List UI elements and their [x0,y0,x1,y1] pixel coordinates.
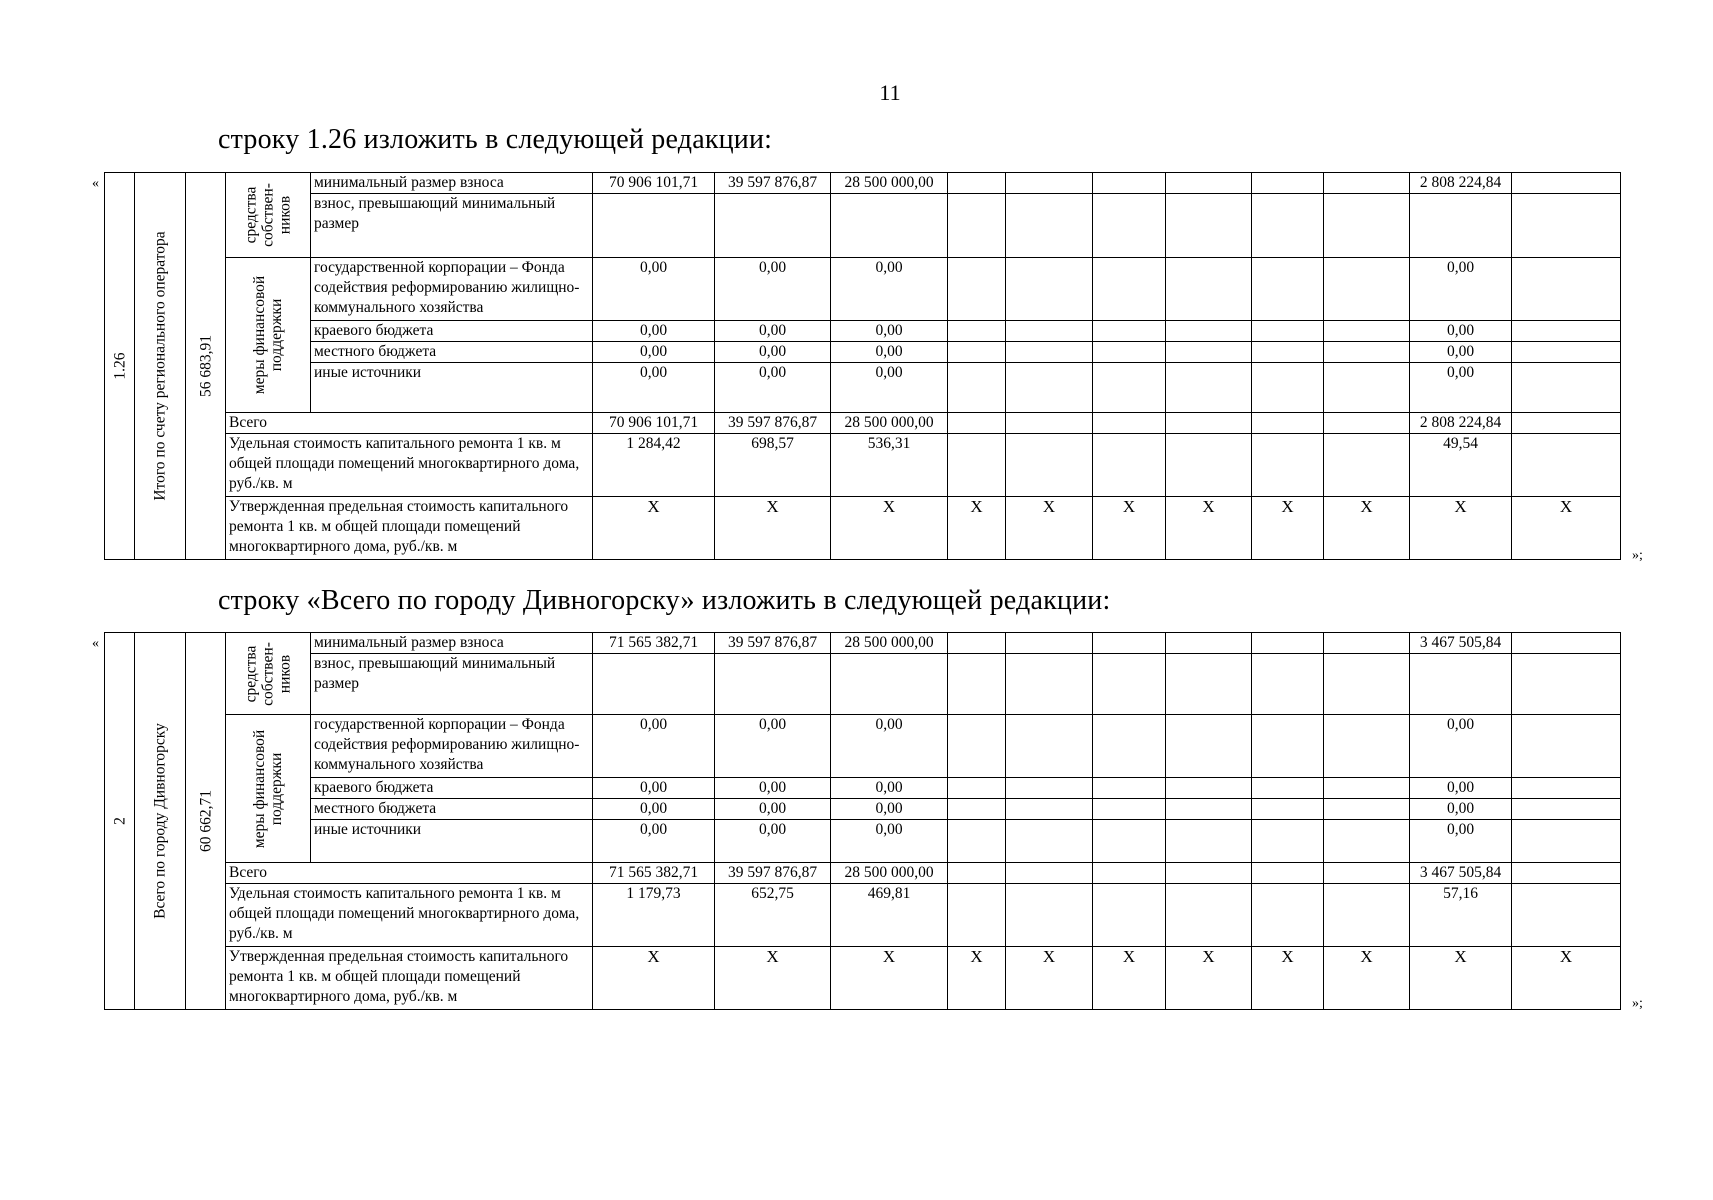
cell: 0,00 [831,778,948,799]
cell: 0,00 [593,715,715,778]
other-label: иные источники [311,363,593,413]
area-value: 60 662,71 [186,633,226,1010]
min-fee-label: минимальный размер взноса [311,633,593,654]
cell: 70 906 101,71 [593,413,715,434]
x-mark: X [593,497,715,560]
x-mark: X [715,947,831,1010]
cell: 652,75 [715,884,831,947]
cell: 0,00 [1410,715,1512,778]
cell: 0,00 [715,258,831,321]
x-mark: X [1166,947,1252,1010]
x-mark: X [1252,497,1324,560]
cell: 0,00 [715,778,831,799]
cell [1324,173,1410,194]
support-group: меры финансовой поддержки [226,715,311,863]
cell: 0,00 [831,321,948,342]
row-name: Итого по счету регионального оператора [135,173,186,560]
cell: 0,00 [715,363,831,413]
cell: 2 808 224,84 [1410,173,1512,194]
support-group: меры финансовой поддержки [226,258,311,413]
local-label: местного бюджета [311,799,593,820]
excess-fee-label: взнос, превышающий минимальный размер [311,194,593,258]
section-1-table [104,172,1621,560]
cell: 0,00 [1410,799,1512,820]
cell: 1 179,73 [593,884,715,947]
row-name: Всего по городу Дивногорску [135,633,186,1010]
x-mark: X [1512,947,1621,1010]
min-fee-label: минимальный размер взноса [311,173,593,194]
cell: 0,00 [593,321,715,342]
x-mark: X [1093,497,1166,560]
cell: 0,00 [1410,258,1512,321]
other-label: иные источники [311,820,593,863]
cell [1166,173,1252,194]
cell: 0,00 [1410,820,1512,863]
cell: 28 500 000,00 [831,863,948,884]
owner-funds-group: средства собствен-ников [226,173,311,258]
x-mark: X [1252,947,1324,1010]
cell: 39 597 876,87 [715,173,831,194]
cell: 0,00 [715,342,831,363]
cell: 71 565 382,71 [593,633,715,654]
cell: 0,00 [593,363,715,413]
cell: 0,00 [831,258,948,321]
page-number: 11 [879,80,901,105]
cell: 0,00 [1410,778,1512,799]
cell: 0,00 [831,342,948,363]
corp-label: государственной корпорации – Фонда содействия реформированию жилищно-коммунального хозяйства [311,258,593,321]
x-mark: X [1512,497,1621,560]
cell: 0,00 [831,799,948,820]
section-1-open-quote: « [92,176,99,191]
cell: 28 500 000,00 [831,633,948,654]
cell: 28 500 000,00 [831,173,948,194]
x-mark: X [1324,497,1410,560]
cell: 0,00 [593,820,715,863]
cell: 57,16 [1410,884,1512,947]
x-mark: X [948,497,1006,560]
area-value: 56 683,91 [186,173,226,560]
cell: 0,00 [715,799,831,820]
x-mark: X [1006,497,1093,560]
cell: 71 565 382,71 [593,863,715,884]
krai-label: краевого бюджета [311,778,593,799]
cell: 469,81 [831,884,948,947]
section-2-heading: строку «Всего по городу Дивногорску» изложить в следующей редакции: [218,585,1111,616]
unit-cost-label: Удельная стоимость капитального ремонта 1 кв. м общей площади помещений многоквартирного дома, руб./кв. м [226,884,593,947]
section-2-close-quote: »; [1632,996,1643,1011]
cell: 0,00 [1410,342,1512,363]
cell [948,173,1006,194]
section-2-table [104,632,1621,1010]
row-number: 2 [105,633,135,1010]
cell: 39 597 876,87 [715,413,831,434]
cell: 0,00 [831,363,948,413]
cell: 0,00 [593,342,715,363]
cell: 0,00 [831,820,948,863]
x-mark: X [1006,947,1093,1010]
corp-label: государственной корпорации – Фонда содействия реформированию жилищно-коммунального хозяйства [311,715,593,778]
limit-cost-label: Утвержденная предельная стоимость капитального ремонта 1 кв. м общей площади помещений многоквартирного дома, руб./кв. м [226,947,593,1010]
x-mark: X [831,947,948,1010]
limit-cost-label: Утвержденная предельная стоимость капитального ремонта 1 кв. м общей площади помещений многоквартирного дома, руб./кв. м [226,497,593,560]
x-mark: X [1410,497,1512,560]
x-mark: X [1166,497,1252,560]
section-1-heading: строку 1.26 изложить в следующей редакции: [218,124,773,155]
cell: 0,00 [715,715,831,778]
local-label: местного бюджета [311,342,593,363]
cell: 39 597 876,87 [715,863,831,884]
total-label: Всего [226,863,593,884]
total-label: Всего [226,413,593,434]
cell: 39 597 876,87 [715,633,831,654]
cell [1006,173,1093,194]
unit-cost-label: Удельная стоимость капитального ремонта 1 кв. м общей площади помещений многоквартирного дома, руб./кв. м [226,434,593,497]
x-mark: X [1093,947,1166,1010]
cell: 698,57 [715,434,831,497]
cell: 70 906 101,71 [593,173,715,194]
section-1-close-quote: »; [1632,548,1643,563]
cell [1512,173,1621,194]
cell: 3 467 505,84 [1410,633,1512,654]
cell: 536,31 [831,434,948,497]
cell: 49,54 [1410,434,1512,497]
cell [1093,173,1166,194]
owner-funds-group: средства собствен-ников [226,633,311,715]
cell: 28 500 000,00 [831,413,948,434]
cell: 0,00 [593,778,715,799]
cell: 0,00 [593,799,715,820]
krai-label: краевого бюджета [311,321,593,342]
cell [1252,173,1324,194]
cell: 0,00 [715,820,831,863]
cell: 3 467 505,84 [1410,863,1512,884]
cell: 2 808 224,84 [1410,413,1512,434]
cell: 1 284,42 [593,434,715,497]
x-mark: X [593,947,715,1010]
cell: 0,00 [1410,321,1512,342]
cell: 0,00 [831,715,948,778]
cell: 0,00 [1410,363,1512,413]
row-number: 1.26 [105,173,135,560]
x-mark: X [1324,947,1410,1010]
cell: 0,00 [715,321,831,342]
excess-fee-label: взнос, превышающий минимальный размер [311,654,593,715]
x-mark: X [715,497,831,560]
section-2-open-quote: « [92,636,99,651]
x-mark: X [1410,947,1512,1010]
cell: 0,00 [593,258,715,321]
x-mark: X [831,497,948,560]
x-mark: X [948,947,1006,1010]
